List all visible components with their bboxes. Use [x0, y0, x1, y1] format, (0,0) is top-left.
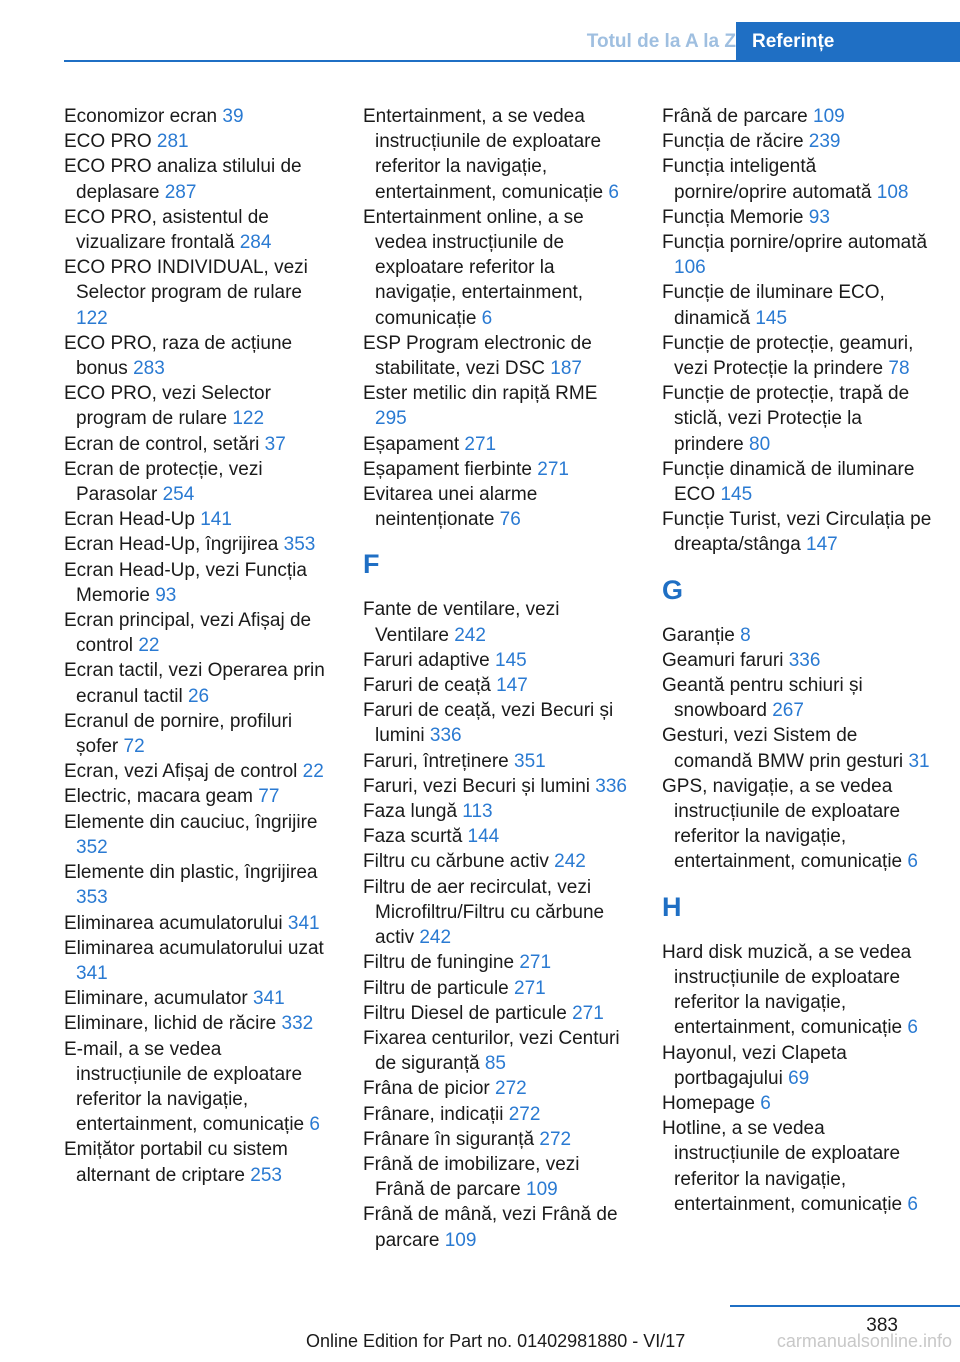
index-entry [662, 507, 934, 557]
page-reference-link[interactable]: 6 [760, 1092, 771, 1114]
index-entry-text: Homepage [662, 1092, 755, 1114]
page-reference-link[interactable]: 272 [508, 1103, 541, 1125]
header-rule [64, 60, 960, 62]
index-entry [64, 1137, 332, 1187]
index-entry [363, 482, 631, 532]
page-reference-link[interactable]: 72 [123, 736, 145, 758]
index-entry-text: Frână de mână, vezi Frână de parcare [363, 1204, 618, 1251]
index-entry-text: Funcția Memorie [662, 206, 804, 228]
page-reference-link[interactable]: 109 [813, 106, 845, 127]
page-reference-link[interactable]: 145 [720, 484, 753, 506]
index-entry-text: Faruri, întreținere [363, 750, 509, 772]
index-entry-text: Funcția de răcire [662, 131, 804, 153]
index-entry-text: Faruri adaptive [363, 649, 490, 671]
index-entry [363, 875, 631, 951]
index-entry [662, 673, 934, 723]
index-entry [64, 432, 332, 457]
page-reference-link[interactable]: 353 [283, 534, 316, 556]
index-entry [662, 1091, 934, 1116]
page-reference-link[interactable]: 85 [484, 1053, 506, 1075]
page-reference-link[interactable]: 6 [481, 307, 493, 329]
page-reference-link[interactable]: 147 [806, 534, 838, 556]
page-reference-link[interactable]: 283 [133, 358, 165, 380]
index-entry [363, 1102, 631, 1127]
page-reference-link[interactable]: 39 [222, 106, 244, 127]
index-entry-text: Funcția inteligentă pornire/oprire automată [662, 156, 872, 203]
index-entry-text: Funcție dinamică de iluminare ECO [662, 458, 915, 506]
index-entry [64, 507, 332, 532]
index-entry [64, 154, 332, 204]
index-entry [363, 976, 631, 1001]
index-entry-text: ECO PRO, asistentul de vizualizare frontală [64, 206, 269, 254]
index-entry [363, 799, 631, 824]
watermark: carmanualsonline.info [776, 1331, 952, 1351]
index-entry [662, 774, 934, 875]
index-letter-heading: G [662, 574, 684, 605]
index-entry [64, 759, 332, 784]
page-reference-link[interactable]: 272 [539, 1128, 572, 1150]
page-reference-link[interactable]: 187 [550, 358, 582, 380]
page-reference-link[interactable]: 144 [467, 826, 500, 848]
index-entry [662, 940, 934, 1041]
index-entry-text: Frânare, indicații [363, 1103, 504, 1125]
index-entry [64, 709, 332, 759]
page-reference-link[interactable]: 93 [808, 206, 830, 228]
page-reference-link[interactable]: 113 [462, 801, 493, 823]
page-reference-link[interactable]: 6 [907, 1017, 918, 1039]
index-entry-text: ECO PRO INDIVIDUAL, vezi Selector program de rulare [64, 257, 308, 304]
index-letter-heading: F [363, 549, 380, 580]
index-entry-text: Frână de imobilizare, vezi Frână de parcare [363, 1153, 580, 1201]
index-entry-text: Hotline, a se vedea instrucțiunile de exploatare referitor la navigație, entertainment, comunicație [662, 1118, 903, 1215]
page-reference-link[interactable]: 267 [772, 700, 804, 722]
index-entry [662, 648, 934, 673]
index-entry-text: ESP Program electronic de stabilitate, vezi DSC [363, 332, 592, 380]
index-entry-text: Electric, macara geam [64, 786, 254, 808]
page-reference-link[interactable]: 341 [287, 912, 320, 934]
page-reference-link[interactable]: 271 [464, 433, 497, 455]
page-reference-link[interactable]: 106 [674, 257, 706, 279]
page-reference-link[interactable]: 26 [187, 685, 210, 707]
index-entry-text: Geamuri faruri [662, 649, 784, 671]
index-entry [662, 129, 934, 154]
index-entry-text: Evitarea unei alarme neintenționate [363, 484, 538, 531]
index-entry [363, 950, 631, 975]
index-entry [662, 1041, 934, 1091]
page-reference-link[interactable]: 271 [572, 1002, 604, 1024]
index-entry-text: Frână de parcare [662, 106, 808, 127]
index-entry-text: Funcția pornire/oprire automată [662, 232, 928, 254]
index-entry [363, 749, 631, 774]
index-entry [662, 381, 934, 457]
index-entry [363, 648, 631, 673]
page-reference-link[interactable]: 353 [76, 887, 108, 909]
index-entry-text: Ester metilic din rapiță RME [363, 383, 598, 405]
index-entry-text: Faruri de ceață, vezi Becuri și lumini [363, 700, 614, 747]
index-entry-text: Ecran Head-Up, îngrijirea [64, 534, 279, 556]
index-entry-text: Eșapament [363, 433, 460, 455]
page-reference-link[interactable]: 271 [514, 977, 546, 999]
index-entry-text: Eliminare, lichid de răcire [64, 1013, 277, 1035]
edition-note: Online Edition for Part no. 01402981880 - VI/17 [306, 1331, 686, 1351]
index-entry-text: Garanție [662, 624, 735, 646]
page-reference-link[interactable]: 253 [250, 1164, 282, 1186]
page-reference-link[interactable]: 341 [76, 962, 108, 984]
index-entry-text: E-mail, a se vedea instrucțiunile de exploatare referitor la navigație, entertainment, comunicație [64, 1038, 305, 1136]
page-reference-link[interactable]: 80 [749, 433, 771, 455]
index-entry [64, 129, 332, 154]
section-title: Totul de la A la Z [586, 31, 736, 52]
page-reference-link[interactable]: 281 [156, 131, 189, 153]
index-entry [64, 104, 332, 129]
page-reference-link[interactable]: 76 [499, 509, 521, 531]
index-entry-text: Eșapament fierbinte [363, 458, 532, 480]
chapter-tab: Referințe [736, 22, 960, 62]
index-entry [363, 824, 631, 849]
page-header [0, 22, 960, 62]
index-entry [662, 104, 934, 129]
index-entry [64, 1011, 332, 1036]
page-reference-link[interactable]: 352 [76, 836, 108, 858]
index-entry [363, 457, 631, 482]
page-reference-link[interactable]: 295 [375, 408, 407, 430]
page-reference-link[interactable]: 271 [519, 952, 552, 974]
index-entry [363, 432, 631, 457]
index-entry-text: Elemente din plastic, îngrijirea [64, 862, 318, 884]
index-entry [662, 723, 934, 773]
page-reference-link[interactable]: 145 [755, 307, 788, 329]
index-entry-text: Funcție Turist, vezi Circulația pe dreapta/stânga [662, 509, 932, 556]
page-reference-link[interactable]: 287 [164, 181, 197, 203]
index-entry-text: Filtru de funingine [363, 952, 515, 974]
index-entry-text: Ecran, vezi Afișaj de control [64, 761, 298, 783]
page-reference-link[interactable]: 69 [788, 1067, 810, 1089]
index-entry [363, 1152, 631, 1202]
index-entry-text: Faza lungă [363, 801, 458, 823]
page-reference-link[interactable]: 332 [281, 1013, 314, 1035]
page-reference-link[interactable]: 78 [888, 358, 910, 380]
index-entry [64, 810, 332, 860]
index-entry [363, 774, 631, 799]
page-reference-link[interactable]: 145 [495, 649, 527, 671]
index-entry-text: ECO PRO analiza stilului de deplasare [64, 156, 302, 203]
footer-rule [730, 1305, 960, 1307]
index-column-3 [662, 104, 934, 1217]
index-entry [363, 205, 631, 331]
index-entry [64, 986, 332, 1011]
index-entry-text: ECO PRO, vezi Selector program de rulare [64, 383, 271, 430]
index-entry-text: Hayonul, vezi Clapeta portbagajului [662, 1042, 847, 1089]
index-entry-text: ECO PRO [64, 131, 152, 153]
index-entry-text: Faruri de ceață [363, 675, 491, 697]
page-reference-link[interactable]: 284 [239, 232, 272, 254]
index-entry-text: Geantă pentru schiuri și snowboard [662, 675, 863, 722]
index-entry-text: Faza scurtă [363, 826, 463, 848]
page-reference-link[interactable]: 6 [907, 851, 918, 873]
page-reference-link[interactable]: 77 [258, 786, 280, 808]
index-entry [363, 1127, 631, 1152]
page-reference-link[interactable]: 8 [740, 624, 751, 646]
index-entry [64, 255, 332, 331]
index-entry-text: Filtru de particule [363, 977, 509, 999]
page-reference-link[interactable]: 93 [155, 584, 177, 606]
index-entry [64, 1037, 332, 1138]
index-entry-text: Emițător portabil cu sistem alternant de criptare [64, 1139, 288, 1186]
index-entry [363, 849, 631, 874]
index-entry [64, 532, 332, 557]
page-reference-link[interactable]: 122 [76, 307, 108, 329]
index-entry-text: Eliminarea acumulatorului [64, 912, 283, 934]
index-entry [662, 1116, 934, 1217]
page-reference-link[interactable]: 341 [253, 988, 285, 1010]
page-reference-link[interactable]: 22 [302, 761, 324, 783]
page-reference-link[interactable]: 122 [232, 408, 265, 430]
index-entry-text: Ecran Head-Up [64, 509, 195, 531]
page-reference-link[interactable]: 254 [162, 484, 195, 506]
index-entry-text: Faruri, vezi Becuri și lumini [363, 775, 590, 797]
index-entry [64, 860, 332, 910]
index-entry-text: Entertainment, a se vedea instrucțiunile de exploatare referitor la navigație, entertainment, comunicație [363, 106, 604, 203]
index-entry [363, 1202, 631, 1252]
index-entry-text: Entertainment online, a se vedea instrucțiunile de exploatare referitor la navigație, entertainment, comunicație [363, 206, 584, 329]
index-entry-text: Ecran de protecție, vezi Parasolar [64, 458, 263, 506]
page-reference-link[interactable]: 272 [495, 1078, 527, 1100]
page-reference-link[interactable]: 6 [907, 1193, 918, 1215]
page-number: 383 [866, 1315, 898, 1336]
index-entry [64, 381, 332, 431]
index-entry-text: Economizor ecran [64, 106, 218, 127]
index-entry [64, 658, 332, 708]
index-entry-text: Funcție de iluminare ECO, dinamică [662, 282, 885, 329]
index-entry-text: Filtru de aer recirculat, vezi Microfiltru/Filtru cu cărbune activ [363, 876, 605, 949]
index-entry-text: Ecran de control, setări [64, 433, 260, 455]
index-entry [363, 381, 631, 431]
page-reference-link[interactable]: 141 [200, 509, 232, 531]
index-entry-text: Gesturi, vezi Sistem de comandă BMW prin gesturi [662, 725, 904, 772]
index-column-2 [363, 104, 631, 1253]
index-entry-text: Filtru Diesel de particule [363, 1002, 567, 1024]
index-entry [363, 597, 631, 647]
index-entry [363, 104, 631, 205]
page-reference-link[interactable]: 336 [788, 649, 821, 671]
index-entry [662, 331, 934, 381]
index-entry-text: Frâna de picior [363, 1078, 490, 1100]
index-entry-text: Ecran principal, vezi Afișaj de control [64, 610, 312, 657]
index-entry-text: ECO PRO, raza de acțiune bonus [64, 332, 293, 380]
page-reference-link[interactable]: 271 [537, 458, 569, 480]
index-entry-text: Filtru cu cărbune activ [363, 851, 549, 873]
page-reference-link[interactable]: 242 [419, 927, 452, 949]
index-entry [662, 230, 934, 280]
page-reference-link[interactable]: 336 [595, 775, 627, 797]
index-entry [662, 280, 934, 330]
page-reference-link[interactable]: 6 [309, 1114, 320, 1136]
index-entry [363, 673, 631, 698]
index-entry [64, 784, 332, 809]
index-entry-text: Ecran Head-Up, vezi Funcția Memorie [64, 559, 307, 606]
page-reference-link[interactable]: 109 [526, 1179, 558, 1201]
index-entry [363, 331, 631, 381]
index-entry-text: GPS, navigație, a se vedea instrucțiunile de exploatare referitor la navigație, entertainment, comunicație [662, 775, 903, 873]
page-reference-link[interactable]: 6 [608, 181, 619, 203]
index-entry [662, 205, 934, 230]
index-entry [363, 1001, 631, 1026]
page-reference-link[interactable]: 22 [138, 635, 160, 657]
index-entry [363, 1076, 631, 1101]
index-entry [64, 936, 332, 986]
index-entry-text: Frânare în siguranță [363, 1128, 535, 1150]
page-reference-link[interactable]: 147 [496, 675, 528, 697]
page-reference-link[interactable]: 31 [908, 750, 930, 772]
index-entry-text: Eliminare, acumulator [64, 988, 248, 1010]
page-reference-link[interactable]: 242 [454, 624, 486, 646]
index-entry-text: Ecran tactil, vezi Operarea prin ecranul tactil [64, 660, 325, 707]
index-entry [363, 1026, 631, 1076]
index-entry [662, 154, 934, 204]
page-reference-link[interactable]: 336 [429, 725, 462, 747]
index-entry-text: Eliminarea acumulatorului uzat [64, 937, 324, 959]
index-entry-text: Hard disk muzică, a se vedea instrucțiunile de exploatare referitor la navigație, entertainment, comunicație [662, 941, 912, 1039]
page-reference-link[interactable]: 239 [808, 131, 841, 153]
index-entry-text: Funcție de protecție, geamuri, vezi Protecție la prindere [662, 332, 914, 380]
index-entry [64, 457, 332, 507]
index-entry-text: Fante de ventilare, vezi Ventilare [363, 599, 560, 646]
index-entry [64, 331, 332, 381]
index-entry [363, 698, 631, 748]
page-reference-link[interactable]: 351 [514, 750, 546, 772]
index-entry [64, 558, 332, 608]
index-entry-text: Funcție de protecție, trapă de sticlă, vezi Protecție la prindere [662, 383, 910, 455]
page-reference-link[interactable]: 109 [444, 1229, 477, 1251]
index-entry [662, 623, 934, 648]
index-entry [64, 608, 332, 658]
page-reference-link[interactable]: 37 [264, 433, 286, 455]
index-entry-text: Elemente din cauciuc, îngrijire [64, 811, 318, 833]
index-entry [662, 457, 934, 507]
index-entry-text: Fixarea centurilor, vezi Centuri de siguranță [363, 1027, 620, 1075]
index-entry [64, 205, 332, 255]
page-reference-link[interactable]: 242 [554, 851, 586, 873]
page-reference-link[interactable]: 108 [876, 181, 909, 203]
index-letter-heading: H [662, 891, 682, 922]
index-entry [64, 911, 332, 936]
index-column-1 [64, 104, 332, 1188]
index-entry-text: Ecranul de pornire, profiluri șofer [64, 710, 293, 758]
